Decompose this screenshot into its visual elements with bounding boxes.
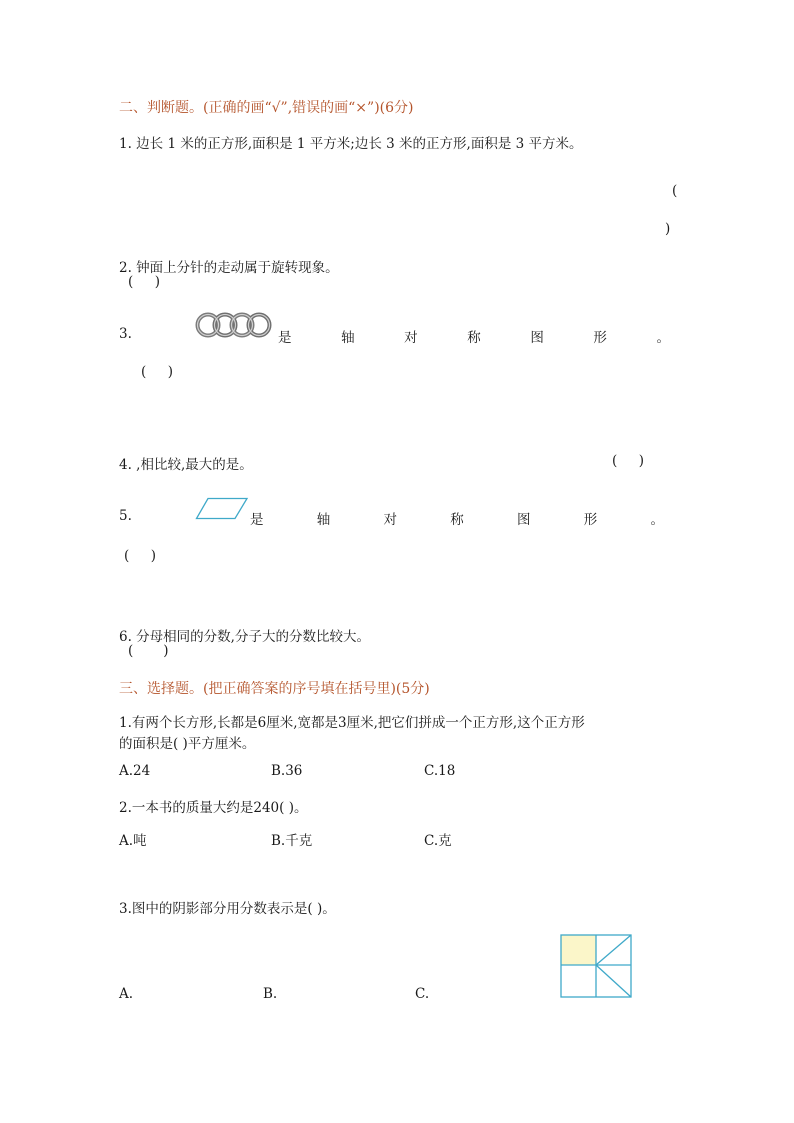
s3-q1-option-b[interactable]: B.36 <box>271 763 303 779</box>
q3-char: 图 <box>530 330 544 346</box>
q5-char: 称 <box>450 512 464 528</box>
s3-q3-text: 3.图中的阴影部分用分数表示是( )。 <box>119 901 336 917</box>
q1-paren-open: ( <box>672 183 678 199</box>
s3-q2-option-c[interactable]: C.克 <box>424 833 452 849</box>
section-2-title: 二、判断题。(正确的画“√”,错误的画“×”)(6分) <box>119 100 414 116</box>
q5-statement <box>250 508 664 528</box>
s3-q1-option-a[interactable]: A.24 <box>119 763 151 779</box>
s3-q2-text: 2.一本书的质量大约是240( )。 <box>119 800 308 816</box>
s3-q2-option-a[interactable]: A.吨 <box>119 833 147 849</box>
q4-answer-paren[interactable]: ( ) <box>612 453 644 469</box>
q5-char: 对 <box>383 512 397 528</box>
q5-char: 图 <box>517 512 531 528</box>
q3-number: 3. <box>119 326 132 342</box>
q3-statement <box>278 326 670 346</box>
q4-text: 4. ,相比较,最大的是。 <box>119 457 253 473</box>
q2-text: 2. 钟面上分针的走动属于旋转现象。 <box>119 260 339 276</box>
q5-number: 5. <box>119 508 132 524</box>
q3-char: 轴 <box>341 330 355 346</box>
q5-char: 轴 <box>316 512 331 528</box>
q3-char: 对 <box>404 330 418 346</box>
q5-answer-paren[interactable]: ( ) <box>124 548 156 564</box>
four-rings-icon <box>193 311 275 339</box>
s3-q3-option-b[interactable]: B. <box>263 986 278 1002</box>
q6-answer-paren[interactable]: ( ) <box>128 643 169 659</box>
q2-answer-paren[interactable]: ( ) <box>128 274 160 290</box>
q1-paren-close: ) <box>665 221 671 237</box>
q3-answer-paren[interactable]: ( ) <box>141 364 173 380</box>
section-3-title: 三、选择题。(把正确答案的序号填在括号里)(5分) <box>119 681 430 697</box>
q6-text: 6. 分母相同的分数,分子大的分数比较大。 <box>119 629 370 645</box>
q5-char: 是 <box>250 512 264 528</box>
s3-q3-option-a[interactable]: A. <box>119 986 134 1002</box>
s3-q1-line1: 1.有两个长方形,长都是6厘米,宽都是3厘米,把它们拼成一个正方形,这个正方形 <box>119 715 585 731</box>
parallelogram-icon <box>195 497 249 520</box>
q5-char: 形 <box>583 512 598 528</box>
q1-text: 1. 边长 1 米的正方形,面积是 1 平方米;边长 3 米的正方形,面积是 3 平方米。 <box>119 136 583 152</box>
s3-q2-option-b[interactable]: B.千克 <box>271 833 313 849</box>
s3-q1-line2: 的面积是( )平方厘米。 <box>119 736 256 752</box>
shaded-square-fraction-icon <box>560 934 632 998</box>
s3-q3-option-c[interactable]: C. <box>415 986 430 1002</box>
q3-char: 。 <box>656 330 670 346</box>
q5-char: 。 <box>650 512 664 528</box>
s3-q1-option-c[interactable]: C.18 <box>424 763 456 779</box>
q3-char: 形 <box>593 330 607 346</box>
q3-char: 是 <box>278 330 292 346</box>
q3-char: 称 <box>467 330 481 346</box>
